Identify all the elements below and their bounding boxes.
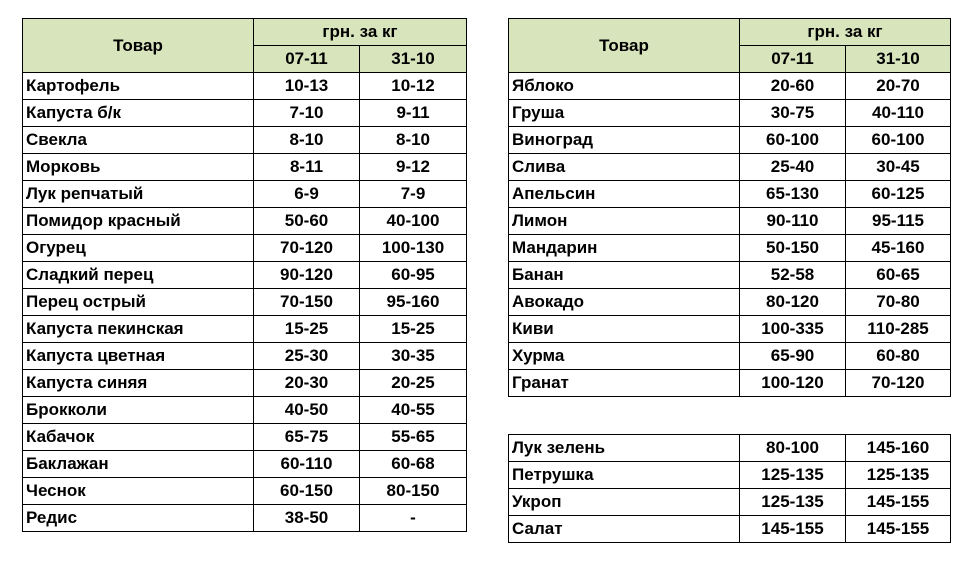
price-date-1: 60-110 xyxy=(254,451,360,478)
header-date-1: 07-11 xyxy=(254,46,360,73)
product-name: Авокадо xyxy=(509,289,740,316)
price-date-1: 60-150 xyxy=(254,478,360,505)
product-name: Капуста б/к xyxy=(23,100,254,127)
price-date-1: 38-50 xyxy=(254,505,360,532)
price-date-2: 20-70 xyxy=(846,73,951,100)
price-date-2: 60-65 xyxy=(846,262,951,289)
price-date-1: 80-120 xyxy=(740,289,846,316)
price-date-2: 60-68 xyxy=(360,451,467,478)
price-date-1: 80-100 xyxy=(740,435,846,462)
table-row xyxy=(23,154,467,181)
price-date-2: 7-9 xyxy=(360,181,467,208)
product-name: Яблоко xyxy=(509,73,740,100)
vegetables-table-body xyxy=(23,73,467,532)
price-date-2: 20-25 xyxy=(360,370,467,397)
price-date-2: 125-135 xyxy=(846,462,951,489)
table-row xyxy=(23,208,467,235)
price-date-2: 60-125 xyxy=(846,181,951,208)
table-row xyxy=(23,235,467,262)
price-date-1: 145-155 xyxy=(740,516,846,543)
price-date-2: 15-25 xyxy=(360,316,467,343)
price-date-2: 60-80 xyxy=(846,343,951,370)
price-date-2: 145-160 xyxy=(846,435,951,462)
price-date-2: 145-155 xyxy=(846,489,951,516)
table-row xyxy=(23,397,467,424)
price-date-1: 8-10 xyxy=(254,127,360,154)
greens-table-body xyxy=(509,435,951,543)
product-name: Брокколи xyxy=(23,397,254,424)
product-name: Слива xyxy=(509,154,740,181)
vegetables-price-table xyxy=(22,18,467,532)
price-date-2: 40-55 xyxy=(360,397,467,424)
product-name: Киви xyxy=(509,316,740,343)
fruits-table-body xyxy=(509,73,951,397)
table-row xyxy=(509,489,951,516)
price-date-1: 65-130 xyxy=(740,181,846,208)
price-date-2: 95-115 xyxy=(846,208,951,235)
price-date-1: 125-135 xyxy=(740,462,846,489)
table-row xyxy=(23,127,467,154)
price-date-1: 10-13 xyxy=(254,73,360,100)
header-date-2: 31-10 xyxy=(846,46,951,73)
header-unit: грн. за кг xyxy=(740,19,951,46)
header-date-2: 31-10 xyxy=(360,46,467,73)
price-date-1: 52-58 xyxy=(740,262,846,289)
price-date-2: 80-150 xyxy=(360,478,467,505)
price-date-2: 30-35 xyxy=(360,343,467,370)
product-name: Огурец xyxy=(23,235,254,262)
price-date-2: 8-10 xyxy=(360,127,467,154)
price-date-2: 40-110 xyxy=(846,100,951,127)
product-name: Мандарин xyxy=(509,235,740,262)
table-row xyxy=(23,370,467,397)
product-name: Картофель xyxy=(23,73,254,100)
table-row xyxy=(509,316,951,343)
product-name: Морковь xyxy=(23,154,254,181)
table-row xyxy=(509,262,951,289)
table-row xyxy=(23,289,467,316)
product-name: Гранат xyxy=(509,370,740,397)
price-date-1: 30-75 xyxy=(740,100,846,127)
header-unit: грн. за кг xyxy=(254,19,467,46)
price-date-1: 60-100 xyxy=(740,127,846,154)
price-date-2: 9-11 xyxy=(360,100,467,127)
price-date-2: 145-155 xyxy=(846,516,951,543)
product-name: Петрушка xyxy=(509,462,740,489)
price-date-2: 70-120 xyxy=(846,370,951,397)
price-date-2: 40-100 xyxy=(360,208,467,235)
price-date-1: 25-30 xyxy=(254,343,360,370)
price-date-1: 50-60 xyxy=(254,208,360,235)
price-date-2: 30-45 xyxy=(846,154,951,181)
product-name: Банан xyxy=(509,262,740,289)
product-name: Укроп xyxy=(509,489,740,516)
price-date-1: 20-30 xyxy=(254,370,360,397)
product-name: Баклажан xyxy=(23,451,254,478)
product-name: Капуста цветная xyxy=(23,343,254,370)
price-date-1: 65-75 xyxy=(254,424,360,451)
product-name: Редис xyxy=(23,505,254,532)
product-name: Лук зелень xyxy=(509,435,740,462)
price-date-2: 70-80 xyxy=(846,289,951,316)
price-date-1: 100-335 xyxy=(740,316,846,343)
product-name: Свекла xyxy=(23,127,254,154)
table-row xyxy=(23,316,467,343)
greens-price-table xyxy=(508,434,951,543)
product-name: Перец острый xyxy=(23,289,254,316)
table-row xyxy=(23,73,467,100)
table-row xyxy=(23,451,467,478)
table-row xyxy=(509,343,951,370)
price-date-1: 50-150 xyxy=(740,235,846,262)
price-date-2: 10-12 xyxy=(360,73,467,100)
product-name: Виноград xyxy=(509,127,740,154)
product-name: Кабачок xyxy=(23,424,254,451)
price-date-2: 60-95 xyxy=(360,262,467,289)
table-row xyxy=(509,100,951,127)
table-row xyxy=(23,262,467,289)
price-date-2: - xyxy=(360,505,467,532)
price-date-1: 90-110 xyxy=(740,208,846,235)
price-date-1: 40-50 xyxy=(254,397,360,424)
price-date-2: 110-285 xyxy=(846,316,951,343)
table-row xyxy=(23,181,467,208)
price-date-2: 55-65 xyxy=(360,424,467,451)
table-row xyxy=(23,478,467,505)
table-row xyxy=(509,154,951,181)
price-date-1: 15-25 xyxy=(254,316,360,343)
price-date-1: 90-120 xyxy=(254,262,360,289)
price-date-1: 65-90 xyxy=(740,343,846,370)
price-date-1: 7-10 xyxy=(254,100,360,127)
product-name: Чеснок xyxy=(23,478,254,505)
price-date-1: 125-135 xyxy=(740,489,846,516)
price-date-2: 45-160 xyxy=(846,235,951,262)
product-name: Лук репчатый xyxy=(23,181,254,208)
table-row xyxy=(509,73,951,100)
table-row xyxy=(23,343,467,370)
table-row xyxy=(23,424,467,451)
price-date-1: 100-120 xyxy=(740,370,846,397)
product-name: Помидор красный xyxy=(23,208,254,235)
table-row xyxy=(509,235,951,262)
price-date-2: 60-100 xyxy=(846,127,951,154)
price-date-1: 25-40 xyxy=(740,154,846,181)
product-name: Сладкий перец xyxy=(23,262,254,289)
table-row xyxy=(23,505,467,532)
header-product: Товар xyxy=(23,19,254,73)
table-row xyxy=(509,208,951,235)
price-date-1: 70-120 xyxy=(254,235,360,262)
product-name: Лимон xyxy=(509,208,740,235)
header-product: Товар xyxy=(509,19,740,73)
table-row xyxy=(509,289,951,316)
fruits-price-table xyxy=(508,18,951,397)
header-date-1: 07-11 xyxy=(740,46,846,73)
price-date-2: 9-12 xyxy=(360,154,467,181)
product-name: Апельсин xyxy=(509,181,740,208)
price-date-2: 95-160 xyxy=(360,289,467,316)
table-row xyxy=(509,435,951,462)
product-name: Салат xyxy=(509,516,740,543)
product-name: Груша xyxy=(509,100,740,127)
table-row xyxy=(509,127,951,154)
price-date-1: 8-11 xyxy=(254,154,360,181)
table-row xyxy=(23,100,467,127)
price-date-1: 6-9 xyxy=(254,181,360,208)
table-row xyxy=(509,370,951,397)
price-date-1: 70-150 xyxy=(254,289,360,316)
table-row xyxy=(509,181,951,208)
table-row xyxy=(509,516,951,543)
price-date-1: 20-60 xyxy=(740,73,846,100)
price-date-2: 100-130 xyxy=(360,235,467,262)
product-name: Хурма xyxy=(509,343,740,370)
product-name: Капуста синяя xyxy=(23,370,254,397)
product-name: Капуста пекинская xyxy=(23,316,254,343)
table-row xyxy=(509,462,951,489)
